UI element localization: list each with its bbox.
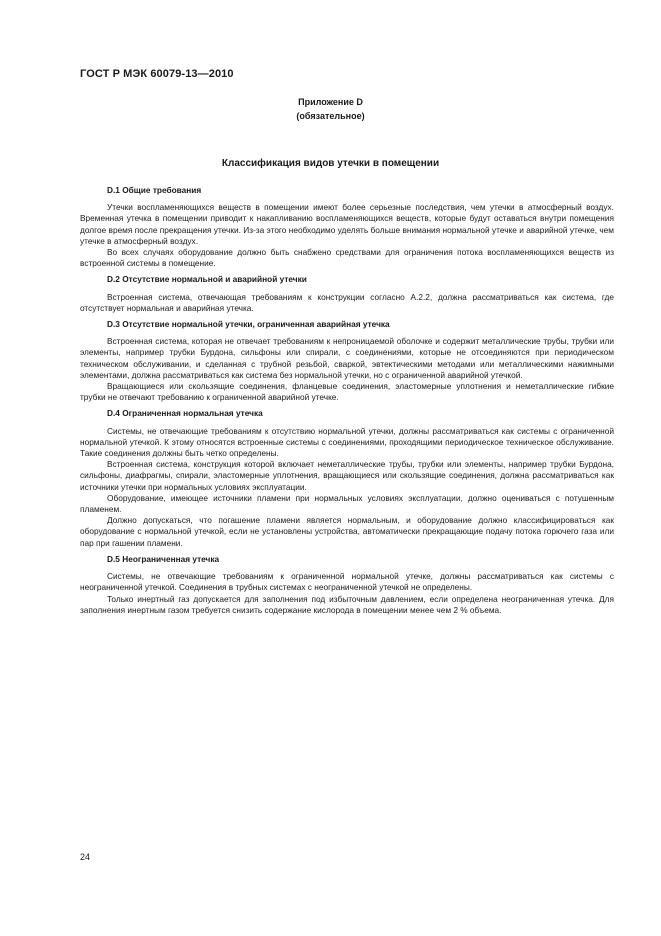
section-heading: D.5 Неограниченная утечка (107, 553, 220, 564)
section-d4 (80, 407, 614, 548)
document-body (80, 184, 614, 620)
paragraph: Оборудование, имеющее источники пламени при нормальных условиях эксплуатации, должно оцениваться с потушенным пламенем. (80, 492, 614, 515)
paragraph: Должно допускаться, что погашение пламени является нормальным, и оборудование должно классифицироваться как оборудование с нормальной утечкой, если не установлены устройства, автоматически прекращающие подачу потока горючего газа или пар при гашении пламени. (80, 515, 614, 548)
section-heading: D.2 Отсутствие нормальной и аварийной утечки (107, 274, 307, 285)
standard-header: ГОСТ Р МЭК 60079-13—2010 (80, 68, 234, 80)
paragraph: Вращающиеся или скользящие соединения, фланцевые соединения, эластомерные уплотнения и неметаллические гибкие трубки не отвечают требованию к ограниченной аварийной утечке. (80, 381, 614, 403)
paragraph: Системы, не отвечающие требованиям к отсутствию нормальной утечки, должны рассматриваться как системы с ограниченной нормальной утечкой. К этому относятся встроенные системы с соединениями, проходящими периодическое техническое обслуживание. Такие соединения должны быть четко определены. (80, 425, 614, 459)
section-d3 (80, 318, 614, 403)
appendix-heading (0, 95, 661, 123)
section-d2 (80, 273, 614, 314)
paragraph: Встроенная система, которая не отвечает требованиям к непроницаемой оболочке и содержит металлические трубы, трубки или элементы, например трубки Бурдона, сильфоны или спирали, с соединениями, которые не отсоединяются при периодическом техническом обслуживании, и сделанная с трубной резьбой, сваркой, эвтектическими методами или металлическими нажимными элементами, должна рассматриваться как система без нормальной утечки, но с ограниченной аварийной утечкой. (80, 336, 614, 380)
paragraph: Встроенная система, отвечающая требованиям к конструкции согласно А.2.2, должна рассматриваться как система, где отсутствует нормальная и аварийная утечка. (80, 291, 614, 313)
document-title: Классификация видов утечки в помещении (221, 158, 440, 169)
appendix-label: Приложение D (298, 97, 363, 107)
section-heading: D.3 Отсутствие нормальной утечки, ограниченная аварийная утечка (107, 319, 390, 330)
section-d1 (80, 184, 614, 269)
paragraph: Встроенная система, конструкция которой включает неметаллические трубы, трубки или элементы, например трубки Бурдона, сильфоны, диафрагмы, спирали, эластомерные уплотнения, вращающиеся или скользящие соединения, должна рассматриваться как источники утечки при нормальных условиях эксплуатации. (80, 459, 614, 492)
page-number: 24 (80, 852, 91, 862)
paragraph: Утечки воспламеняющихся веществ в помещении имеют более серьезные последствия, чем утечки в атмосферный воздух. Временная утечка в помещении приводит к накапливанию воспламеняющихся веществ, которые будут оставаться внутри помещения долгое время после прекращения утечки. Из-за этого необходимо уделять больше внимания нормальной утечке и аварийной утечке, чем утечке в атмосферный воздух. (80, 202, 614, 246)
paragraph: Только инертный газ допускается для заполнения под избыточным давлением, если определена неограниченная утечка. Для заполнения инертным газом требуется снизить содержание кислорода в помещении менее чем 2 % объема. (80, 593, 614, 615)
paragraph: Системы, не отвечающие требованиям к ограниченной нормальной утечке, должны рассматриваться как системы с неограниченной утечкой. Соединения в трубных системах с неограниченной утечкой не определены. (80, 571, 614, 593)
appendix-status: (обязательное) (296, 111, 365, 121)
section-heading: D.4 Ограниченная нормальная утечка (107, 408, 263, 419)
section-heading: D.1 Общие требования (107, 185, 202, 195)
section-d5 (80, 553, 614, 616)
paragraph: Во всех случаях оборудование должно быть снабжено средствами для ограничения потока воспламеняющихся веществ из встроенной системы в помещение. (80, 247, 614, 269)
